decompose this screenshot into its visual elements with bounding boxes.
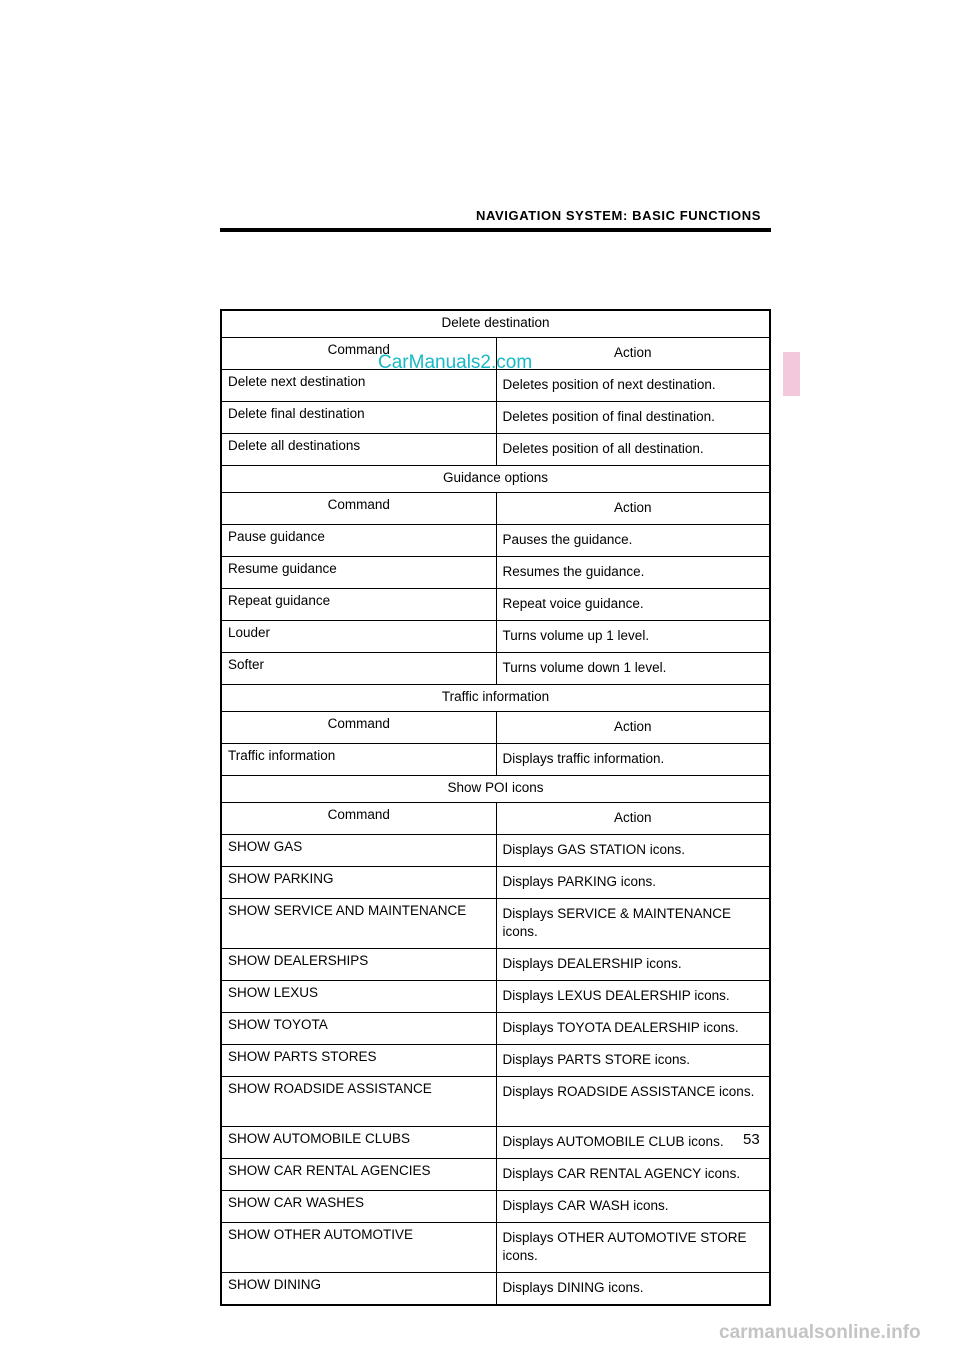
command-cell: Delete final destination <box>222 402 496 434</box>
action-cell: Displays GAS STATION icons. <box>496 835 769 867</box>
voice-command-table-body <box>222 311 769 1304</box>
section-header-row <box>222 776 769 803</box>
section-header-row <box>222 466 769 493</box>
column-header-row <box>222 493 769 525</box>
table-row <box>222 402 769 434</box>
column-header-action: Action <box>496 338 769 370</box>
section-title: Delete destination <box>222 311 769 338</box>
table-row <box>222 899 769 949</box>
section-header-row <box>222 311 769 338</box>
header-rule <box>220 228 771 232</box>
action-cell: Displays traffic information. <box>496 744 769 776</box>
table-row <box>222 589 769 621</box>
action-cell: Displays OTHER AUTOMOTIVE STORE icons. <box>496 1223 769 1273</box>
action-cell: Displays DEALERSHIP icons. <box>496 949 769 981</box>
column-header-action: Action <box>496 803 769 835</box>
action-cell: Displays TOYOTA DEALERSHIP icons. <box>496 1013 769 1045</box>
command-cell: SHOW CAR RENTAL AGENCIES <box>222 1159 496 1191</box>
table-row <box>222 434 769 466</box>
watermark-text: CarManuals2.com <box>378 352 533 373</box>
column-header-row <box>222 803 769 835</box>
action-cell: Deletes position of all destination. <box>496 434 769 466</box>
section-title: Show POI icons <box>222 776 769 803</box>
table-row <box>222 981 769 1013</box>
command-cell: Traffic information <box>222 744 496 776</box>
action-cell: Resumes the guidance. <box>496 557 769 589</box>
column-header-command: Command <box>222 803 496 835</box>
action-cell: Displays CAR WASH icons. <box>496 1191 769 1223</box>
table-row <box>222 621 769 653</box>
table-row <box>222 557 769 589</box>
table-row <box>222 867 769 899</box>
table-row <box>222 1273 769 1305</box>
column-header-command: Command <box>222 712 496 744</box>
column-header-command: Command <box>222 493 496 525</box>
command-cell: SHOW TOYOTA <box>222 1013 496 1045</box>
table-row <box>222 744 769 776</box>
table-row <box>222 1223 769 1273</box>
table-row <box>222 1159 769 1191</box>
table-row <box>222 949 769 981</box>
action-cell: Deletes position of final destination. <box>496 402 769 434</box>
command-cell: Resume guidance <box>222 557 496 589</box>
column-header-action: Action <box>496 712 769 744</box>
column-header-command: Command <box>222 338 496 370</box>
command-cell: Softer <box>222 653 496 685</box>
table-row <box>222 1191 769 1223</box>
command-cell: SHOW LEXUS <box>222 981 496 1013</box>
action-cell: Deletes position of next destination. <box>496 370 769 402</box>
section-header-row <box>222 685 769 712</box>
action-cell: Displays SERVICE & MAINTENANCE icons. <box>496 899 769 949</box>
command-cell: SHOW PARKING <box>222 867 496 899</box>
action-cell: Displays CAR RENTAL AGENCY icons. <box>496 1159 769 1191</box>
action-cell: Displays DINING icons. <box>496 1273 769 1305</box>
command-cell: SHOW PARTS STORES <box>222 1045 496 1077</box>
command-cell: SHOW DEALERSHIPS <box>222 949 496 981</box>
footer-site-watermark: carmanualsonline.info <box>719 1322 921 1343</box>
page-header-title: NAVIGATION SYSTEM: BASIC FUNCTIONS <box>476 208 761 223</box>
table-row <box>222 653 769 685</box>
column-header-action: Action <box>496 493 769 525</box>
action-cell: Turns volume down 1 level. <box>496 653 769 685</box>
command-cell: SHOW DINING <box>222 1273 496 1305</box>
action-cell: Repeat voice guidance. <box>496 589 769 621</box>
command-cell: SHOW OTHER AUTOMOTIVE <box>222 1223 496 1273</box>
command-cell: SHOW AUTOMOBILE CLUBS <box>222 1127 496 1159</box>
action-cell: Turns volume up 1 level. <box>496 621 769 653</box>
action-cell: Displays LEXUS DEALERSHIP icons. <box>496 981 769 1013</box>
action-cell: Displays PARTS STORE icons. <box>496 1045 769 1077</box>
command-cell: SHOW SERVICE AND MAINTENANCE <box>222 899 496 949</box>
chapter-tab-marker <box>783 352 800 396</box>
command-cell: SHOW GAS <box>222 835 496 867</box>
section-title: Traffic information <box>222 685 769 712</box>
command-cell: Pause guidance <box>222 525 496 557</box>
table-row <box>222 1127 769 1159</box>
command-cell: Delete all destinations <box>222 434 496 466</box>
action-cell: Displays PARKING icons. <box>496 867 769 899</box>
table-row <box>222 370 769 402</box>
command-cell: Repeat guidance <box>222 589 496 621</box>
table-row <box>222 835 769 867</box>
command-cell: SHOW CAR WASHES <box>222 1191 496 1223</box>
table-row <box>222 525 769 557</box>
table-row <box>222 1045 769 1077</box>
command-cell: Delete next destination <box>222 370 496 402</box>
column-header-row <box>222 712 769 744</box>
action-cell: Displays ROADSIDE ASSISTANCE icons. <box>496 1077 769 1127</box>
table-row <box>222 1013 769 1045</box>
action-cell: Displays AUTOMOBILE CLUB icons. <box>496 1127 769 1159</box>
voice-command-table <box>220 309 771 1306</box>
command-cell: SHOW ROADSIDE ASSISTANCE <box>222 1077 496 1127</box>
table-row <box>222 1077 769 1127</box>
action-cell: Pauses the guidance. <box>496 525 769 557</box>
page-number: 53 <box>743 1131 760 1148</box>
command-cell: Louder <box>222 621 496 653</box>
section-title: Guidance options <box>222 466 769 493</box>
